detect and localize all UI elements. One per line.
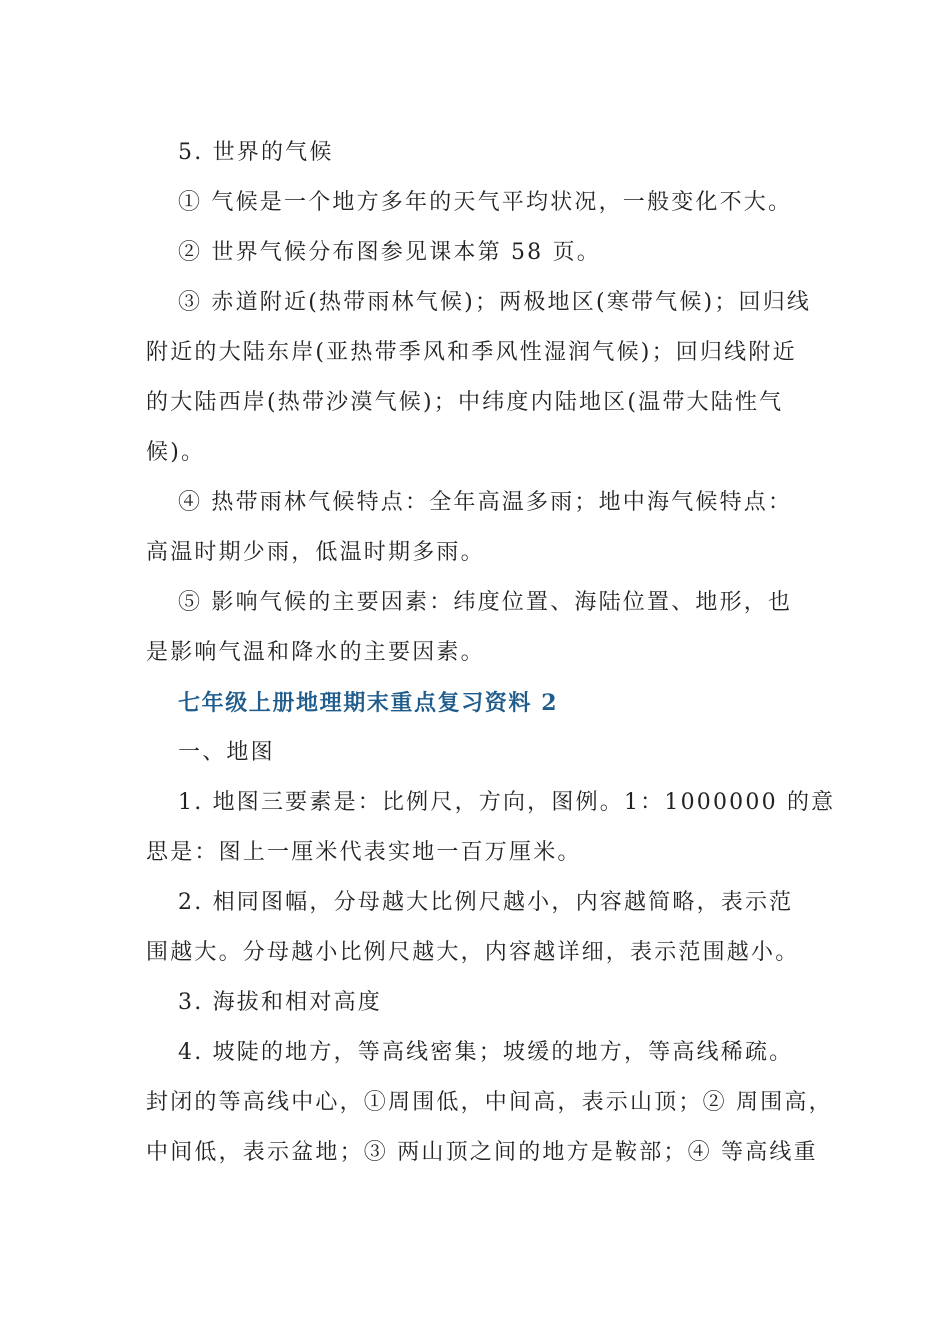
- paragraph-line: 4. 坡陡的地方，等高线密集；坡缓的地方，等高线稀疏。: [178, 1040, 794, 1065]
- paragraph-line: 1. 地图三要素是：比例尺，方向，图例。1：1000000 的意: [178, 790, 836, 815]
- document-body: [146, 128, 836, 1178]
- paragraph-line: ⑤ 影响气候的主要因素：纬度位置、海陆位置、地形，也: [178, 590, 793, 615]
- section-title-map: 一、地图: [178, 740, 275, 765]
- paragraph-line: 思是：图上一厘米代表实地一百万厘米。: [146, 840, 582, 865]
- section-title-climate: 5. 世界的气候: [178, 140, 334, 165]
- paragraph-line: 中间低，表示盆地；③ 两山顶之间的地方是鞍部；④ 等高线重: [146, 1140, 818, 1165]
- section-heading: 七年级上册地理期末重点复习资料 2: [178, 690, 559, 716]
- paragraph-line: 2. 相同图幅，分母越大比例尺越小，内容越简略，表示范: [178, 890, 794, 915]
- paragraph-line: 高温时期少雨，低温时期多雨。: [146, 540, 485, 565]
- paragraph-line: ④ 热带雨林气候特点：全年高温多雨；地中海气候特点：: [178, 490, 793, 515]
- paragraph-line: 附近的大陆东岸(亚热带季风和季风性湿润气候)；回归线附近: [146, 340, 797, 365]
- paragraph-line: 3. 海拔和相对高度: [178, 990, 382, 1015]
- paragraph-line: ② 世界气候分布图参见课本第 58 页。: [178, 240, 601, 265]
- paragraph-line: ③ 赤道附近(热带雨林气候)；两极地区(寒带气候)；回归线: [178, 290, 812, 315]
- paragraph-line: ① 气候是一个地方多年的天气平均状况，一般变化不大。: [178, 190, 793, 215]
- paragraph-line: 围越大。分母越小比例尺越大，内容越详细，表示范围越小。: [146, 940, 800, 965]
- paragraph-line: 候)。: [146, 440, 206, 465]
- paragraph-line: 封闭的等高线中心，①周围低，中间高，表示山顶；② 周围高，: [146, 1090, 833, 1115]
- paragraph-line: 是影响气温和降水的主要因素。: [146, 640, 485, 665]
- paragraph-line: 的大陆西岸(热带沙漠气候)；中纬度内陆地区(温带大陆性气: [146, 390, 784, 415]
